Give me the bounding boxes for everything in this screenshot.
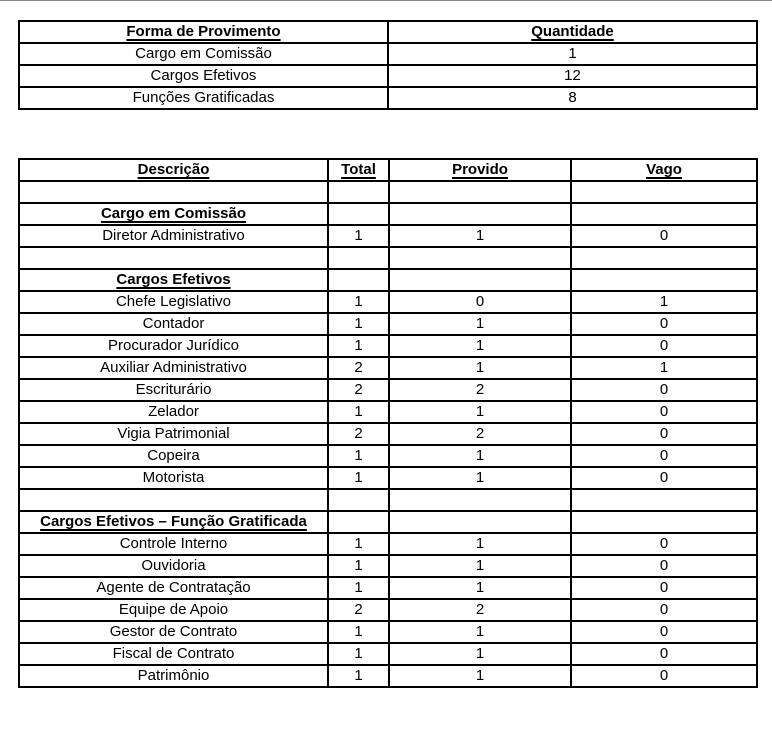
vago-cell: 0 bbox=[571, 225, 757, 247]
data-row bbox=[19, 533, 757, 555]
data-row bbox=[19, 445, 757, 467]
data-row bbox=[19, 225, 757, 247]
vago-cell: 1 bbox=[571, 357, 757, 379]
detail-header-vago: Vago bbox=[571, 159, 757, 181]
empty-cell bbox=[571, 269, 757, 291]
data-row bbox=[19, 423, 757, 445]
total-cell: 2 bbox=[328, 379, 389, 401]
total-cell: 1 bbox=[328, 225, 389, 247]
total-cell: 1 bbox=[328, 445, 389, 467]
data-row bbox=[19, 335, 757, 357]
provido-cell: 1 bbox=[389, 621, 571, 643]
vago-cell: 0 bbox=[571, 643, 757, 665]
data-row bbox=[19, 357, 757, 379]
provido-cell: 0 bbox=[389, 291, 571, 313]
empty-cell bbox=[328, 269, 389, 291]
section-title-cell: Cargos Efetivos bbox=[19, 269, 328, 291]
empty-cell bbox=[571, 181, 757, 203]
total-cell: 1 bbox=[328, 401, 389, 423]
descricao-cell: Procurador Jurídico bbox=[19, 335, 328, 357]
total-cell: 1 bbox=[328, 621, 389, 643]
total-cell: 1 bbox=[328, 467, 389, 489]
provido-cell: 1 bbox=[389, 313, 571, 335]
summary-table-body bbox=[19, 43, 757, 109]
section-title-cell: Cargos Efetivos – Função Gratificada bbox=[19, 511, 328, 533]
empty-cell bbox=[328, 247, 389, 269]
descricao-cell: Equipe de Apoio bbox=[19, 599, 328, 621]
detail-table-body bbox=[19, 181, 757, 687]
provimento-summary-table bbox=[18, 20, 758, 110]
total-cell: 1 bbox=[328, 313, 389, 335]
provido-cell: 2 bbox=[389, 423, 571, 445]
descricao-cell: Escriturário bbox=[19, 379, 328, 401]
total-cell: 1 bbox=[328, 533, 389, 555]
section-header-row bbox=[19, 269, 757, 291]
summary-header-row bbox=[19, 21, 757, 43]
vago-cell: 0 bbox=[571, 577, 757, 599]
descricao-cell: Diretor Administrativo bbox=[19, 225, 328, 247]
forma-provimento-cell: Cargos Efetivos bbox=[19, 65, 388, 87]
quantidade-cell: 1 bbox=[388, 43, 757, 65]
descricao-cell: Motorista bbox=[19, 467, 328, 489]
vago-cell: 0 bbox=[571, 335, 757, 357]
total-cell: 1 bbox=[328, 665, 389, 687]
spacer-row bbox=[19, 489, 757, 511]
spacer-row bbox=[19, 181, 757, 203]
descricao-cell: Agente de Contratação bbox=[19, 577, 328, 599]
section-header-row bbox=[19, 203, 757, 225]
empty-cell bbox=[19, 181, 328, 203]
provido-cell: 1 bbox=[389, 577, 571, 599]
detail-header-provido: Provido bbox=[389, 159, 571, 181]
spacer-row bbox=[19, 247, 757, 269]
empty-cell bbox=[389, 511, 571, 533]
detail-header-row bbox=[19, 159, 757, 181]
descricao-cell: Chefe Legislativo bbox=[19, 291, 328, 313]
total-cell: 1 bbox=[328, 555, 389, 577]
vago-cell: 1 bbox=[571, 291, 757, 313]
provido-cell: 1 bbox=[389, 401, 571, 423]
forma-provimento-cell: Cargo em Comissão bbox=[19, 43, 388, 65]
vago-cell: 0 bbox=[571, 445, 757, 467]
provido-cell: 1 bbox=[389, 555, 571, 577]
quantidade-cell: 8 bbox=[388, 87, 757, 109]
total-cell: 1 bbox=[328, 335, 389, 357]
vago-cell: 0 bbox=[571, 379, 757, 401]
empty-cell bbox=[328, 181, 389, 203]
vago-cell: 0 bbox=[571, 555, 757, 577]
descricao-cell: Ouvidoria bbox=[19, 555, 328, 577]
summary-row bbox=[19, 65, 757, 87]
summary-header-quantidade: Quantidade bbox=[388, 21, 757, 43]
descricao-cell: Zelador bbox=[19, 401, 328, 423]
data-row bbox=[19, 665, 757, 687]
provido-cell: 2 bbox=[389, 379, 571, 401]
empty-cell bbox=[571, 247, 757, 269]
provido-cell: 1 bbox=[389, 467, 571, 489]
descricao-cell: Controle Interno bbox=[19, 533, 328, 555]
empty-cell bbox=[328, 489, 389, 511]
empty-cell bbox=[571, 511, 757, 533]
quantidade-cell: 12 bbox=[388, 65, 757, 87]
summary-row bbox=[19, 87, 757, 109]
total-cell: 2 bbox=[328, 357, 389, 379]
vago-cell: 0 bbox=[571, 533, 757, 555]
total-cell: 2 bbox=[328, 423, 389, 445]
empty-cell bbox=[389, 247, 571, 269]
provido-cell: 1 bbox=[389, 643, 571, 665]
vago-cell: 0 bbox=[571, 313, 757, 335]
descricao-cell: Vigia Patrimonial bbox=[19, 423, 328, 445]
cargos-detail-table bbox=[18, 158, 758, 688]
provido-cell: 1 bbox=[389, 335, 571, 357]
page-top-rule bbox=[0, 0, 772, 1]
descricao-cell: Copeira bbox=[19, 445, 328, 467]
data-row bbox=[19, 621, 757, 643]
descricao-cell: Fiscal de Contrato bbox=[19, 643, 328, 665]
descricao-cell: Patrimônio bbox=[19, 665, 328, 687]
total-cell: 1 bbox=[328, 643, 389, 665]
empty-cell bbox=[571, 203, 757, 225]
empty-cell bbox=[389, 489, 571, 511]
descricao-cell: Contador bbox=[19, 313, 328, 335]
provido-cell: 2 bbox=[389, 599, 571, 621]
empty-cell bbox=[571, 489, 757, 511]
empty-cell bbox=[389, 181, 571, 203]
vago-cell: 0 bbox=[571, 423, 757, 445]
vago-cell: 0 bbox=[571, 467, 757, 489]
total-cell: 1 bbox=[328, 577, 389, 599]
summary-row bbox=[19, 43, 757, 65]
data-row bbox=[19, 313, 757, 335]
provido-cell: 1 bbox=[389, 357, 571, 379]
vago-cell: 0 bbox=[571, 665, 757, 687]
data-row bbox=[19, 599, 757, 621]
forma-provimento-cell: Funções Gratificadas bbox=[19, 87, 388, 109]
data-row bbox=[19, 467, 757, 489]
total-cell: 1 bbox=[328, 291, 389, 313]
empty-cell bbox=[389, 269, 571, 291]
empty-cell bbox=[19, 489, 328, 511]
total-cell: 2 bbox=[328, 599, 389, 621]
data-row bbox=[19, 291, 757, 313]
descricao-cell: Auxiliar Administrativo bbox=[19, 357, 328, 379]
section-header-row bbox=[19, 511, 757, 533]
detail-header-total: Total bbox=[328, 159, 389, 181]
data-row bbox=[19, 379, 757, 401]
vago-cell: 0 bbox=[571, 401, 757, 423]
empty-cell bbox=[328, 511, 389, 533]
data-row bbox=[19, 643, 757, 665]
provido-cell: 1 bbox=[389, 533, 571, 555]
empty-cell bbox=[19, 247, 328, 269]
descricao-cell: Gestor de Contrato bbox=[19, 621, 328, 643]
empty-cell bbox=[389, 203, 571, 225]
data-row bbox=[19, 555, 757, 577]
data-row bbox=[19, 401, 757, 423]
provido-cell: 1 bbox=[389, 445, 571, 467]
data-row bbox=[19, 577, 757, 599]
provido-cell: 1 bbox=[389, 225, 571, 247]
empty-cell bbox=[328, 203, 389, 225]
provido-cell: 1 bbox=[389, 665, 571, 687]
detail-header-descricao: Descrição bbox=[19, 159, 328, 181]
vago-cell: 0 bbox=[571, 599, 757, 621]
summary-header-forma: Forma de Provimento bbox=[19, 21, 388, 43]
vago-cell: 0 bbox=[571, 621, 757, 643]
section-title-cell: Cargo em Comissão bbox=[19, 203, 328, 225]
